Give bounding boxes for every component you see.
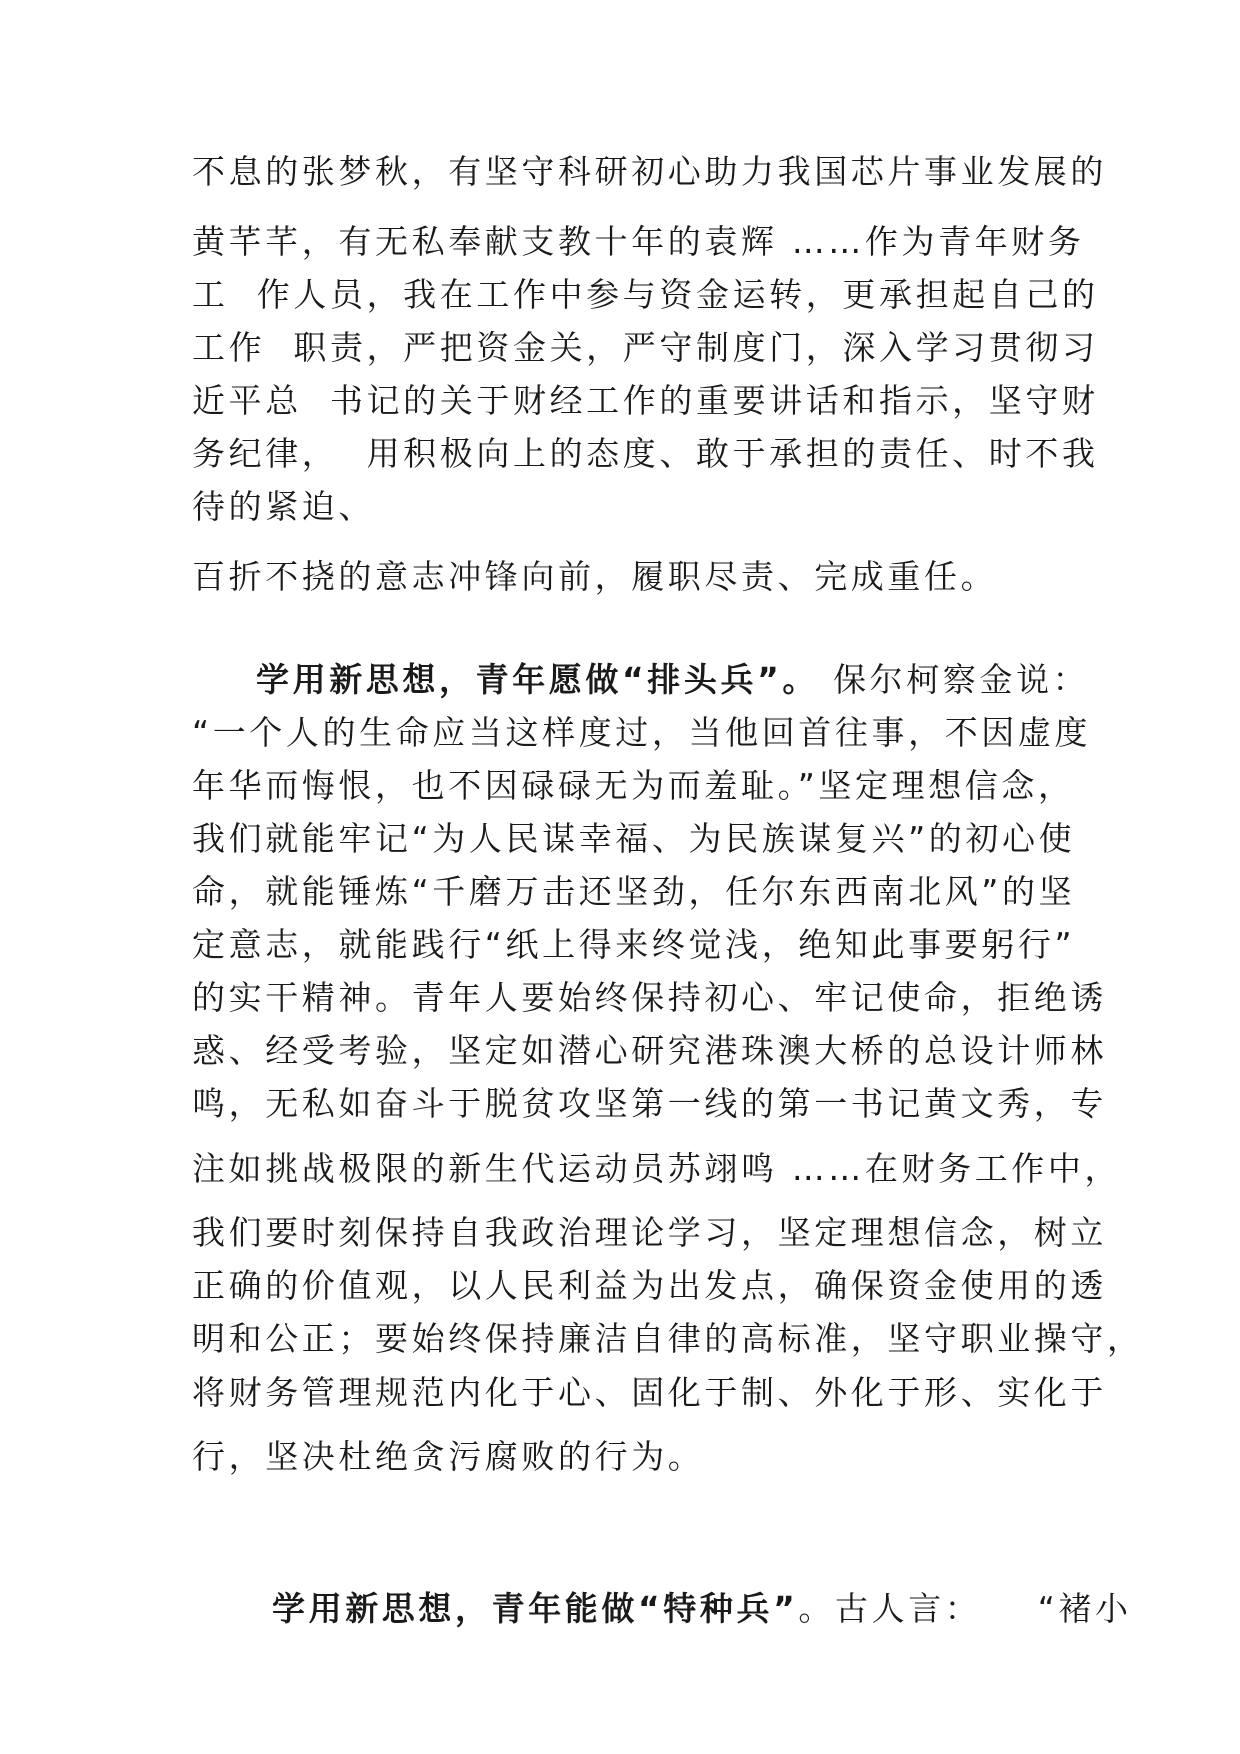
paragraph-line: 年华而悔恨，也不因碌碌无为而羞耻。”坚定理想信念，	[192, 766, 1075, 805]
paragraph-line: 惑、经受考验，坚定如潜心研究港珠澳大桥的总设计师林	[192, 1031, 1107, 1070]
paragraph-line: 行，坚决杜绝贪污腐败的行为。	[192, 1437, 705, 1476]
paragraph-line: 不息的张梦秋，有坚守科研初心助力我国芯片事业发展的	[192, 152, 1107, 191]
paragraph-line: 正确的价值观，以人民利益为出发点，确保资金使用的透	[192, 1266, 1107, 1305]
paragraph-line: 百折不挠的意志冲锋向前，履职尽责、完成重任。	[192, 557, 998, 596]
paragraph-line: 工 作人员，我在工作中参与资金运转，更承担起自己的	[192, 275, 1099, 314]
paragraph-first-line	[272, 1589, 1132, 1629]
paragraph-line: 黄芊芊，有无私奉献支教十年的袁辉 ……作为青年财务	[192, 222, 1085, 261]
section-heading: 学用新思想，青年愿做“排头兵”。	[256, 660, 819, 699]
paragraph-first-line	[256, 660, 1089, 700]
paragraph-text: 。古人言： “褚小	[798, 1589, 1132, 1628]
paragraph-line: 鸣，无私如奋斗于脱贫攻坚第一线的第一书记黄文秀，专	[192, 1084, 1107, 1123]
paragraph-line: 我们就能牢记“为人民谋幸福、为民族谋复兴”的初心使	[192, 819, 1076, 858]
paragraph-line: 定意志，就能践行“纸上得来终觉浅，绝知此事要躬行”	[192, 925, 1076, 964]
paragraph-line: 近平总 书记的关于财经工作的重要讲话和指示，坚守财	[192, 381, 1099, 420]
paragraph-line: 待的紧迫、	[192, 487, 375, 526]
paragraph-text: 保尔柯察金说：	[818, 660, 1090, 699]
paragraph-line: 命，就能锤炼“千磨万击还坚劲，任尔东西南北风”的坚	[192, 872, 1076, 911]
paragraph-line: 注如挑战极限的新生代运动员苏翊鸣 ……在财务工作中，	[192, 1149, 1122, 1188]
paragraph-line: 工作 职责，严把资金关，严守制度门，深入学习贯彻习	[192, 328, 1099, 367]
paragraph-line: “一个人的生命应当这样度过，当他回首往事，不因虚度	[192, 713, 1092, 752]
paragraph-line: 明和公正；要始终保持廉洁自律的高标准，坚守职业操守，	[192, 1319, 1144, 1358]
paragraph-line: 务纪律， 用积极向上的态度、敢于承担的责任、时不我	[192, 434, 1099, 473]
paragraph-line: 我们要时刻保持自我政治理论学习，坚定理想信念，树立	[192, 1213, 1107, 1252]
paragraph-line: 的实干精神。青年人要始终保持初心、牢记使命，拒绝诱	[192, 978, 1107, 1017]
section-heading: 学用新思想，青年能做“特种兵”	[272, 1589, 799, 1628]
paragraph-line: 将财务管理规范内化于心、固化于制、外化于形、实化于	[192, 1373, 1107, 1412]
